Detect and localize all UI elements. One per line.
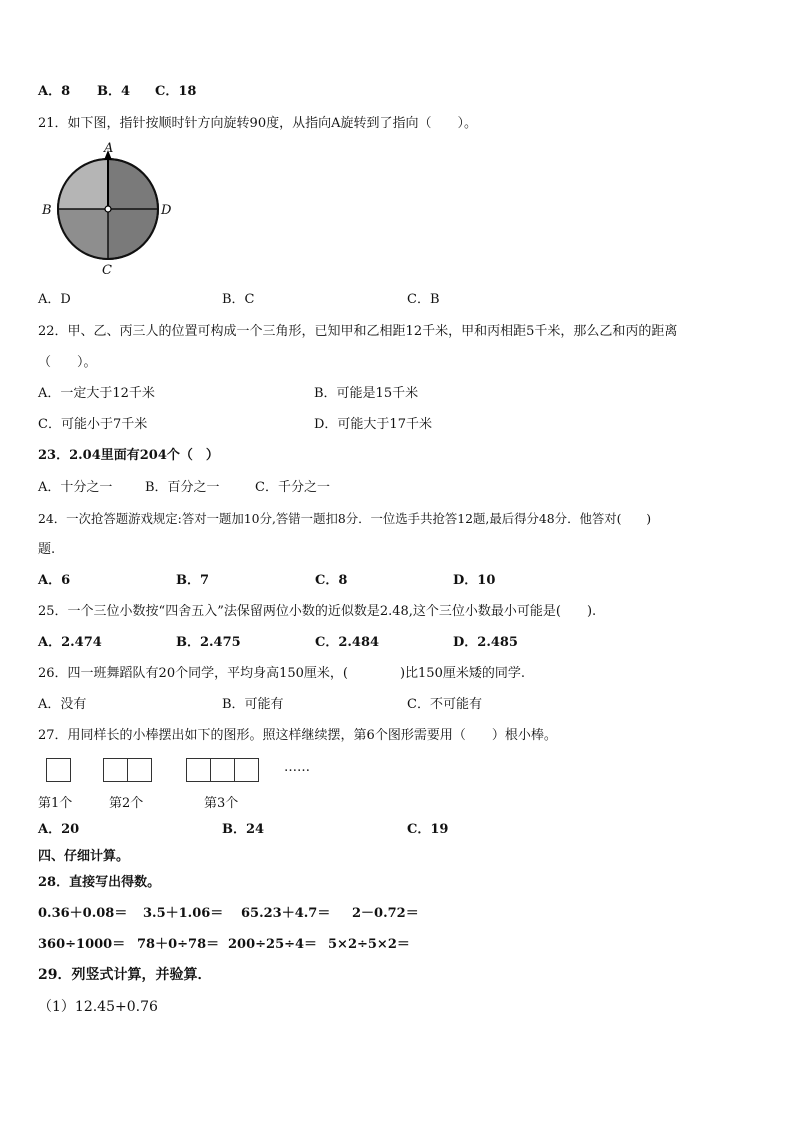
q24-option-c: C．8 [315, 573, 348, 588]
q28-item-2: 3.5＋1.06＝ [143, 906, 224, 921]
q24-stem: 24．一次抢答题游戏规定:答对一题加10分,答错一题扣8分．一位选手共抢答12题,最后得分48分．他答对( ) [38, 511, 652, 526]
q23-option-b: B．百分之一 [145, 480, 220, 495]
q25-option-b: B．2.475 [176, 635, 241, 650]
q28-item-8: 5×2÷5×2＝ [328, 937, 410, 952]
q25-stem: 25．一个三位小数按“四舍五入”法保留两位小数的近似数是2.48,这个三位小数最小可能是( ). [38, 604, 597, 619]
q23-option-c: C．千分之一 [255, 480, 330, 495]
q21-option-b: B．C [222, 292, 255, 307]
stick-figure-1 [46, 758, 71, 782]
q24-option-d: D．10 [453, 573, 496, 588]
section-4-title: 四、仔细计算。 [38, 849, 130, 864]
q24-option-b: B．7 [176, 573, 210, 588]
q28-item-3: 65.23＋4.7＝ [241, 906, 331, 921]
q28-stem: 28．直接写出得数。 [38, 875, 161, 890]
q28-item-4: 2－0.72＝ [352, 906, 419, 921]
dial-label-b: B [42, 203, 52, 218]
q27-option-b: B．24 [222, 822, 265, 837]
stick-figure-3 [186, 758, 259, 782]
q23-option-a: A．十分之一 [38, 480, 113, 495]
q26-option-c: C．不可能有 [407, 697, 482, 712]
q21-option-a: A．D [38, 292, 71, 307]
q27-stem: 27．用同样长的小棒摆出如下的图形。照这样继续摆，第6个图形需要用（ ）根小棒。 [38, 728, 557, 743]
dial-label-c: C [102, 263, 112, 278]
q20-option-b: B．4 [97, 84, 131, 99]
figure-label-1: 第1个 [38, 796, 73, 811]
q26-stem: 26．四一班舞蹈队有20个同学，平均身高150厘米，( )比150厘米矮的同学. [38, 666, 525, 681]
figure-label-3: 第3个 [204, 796, 239, 811]
q21-option-c: C．B [407, 292, 440, 307]
stick-figure-ellipsis: …… [284, 760, 310, 775]
q28-item-1: 0.36＋0.08＝ [38, 906, 128, 921]
q25-option-a: A．2.474 [38, 635, 102, 650]
q28-item-5: 360÷1000＝ [38, 937, 126, 952]
q20-option-a: A．8 [38, 84, 71, 99]
q25-option-d: D．2.485 [453, 635, 518, 650]
stick-figure-2 [103, 758, 152, 782]
dial-label-a: A [104, 141, 114, 156]
q24-option-a: A．6 [38, 573, 71, 588]
q21-stem: 21．如下图，指针按顺时针方向旋转90度，从指向A旋转到了指向（ ）。 [38, 116, 477, 131]
q27-option-c: C．19 [407, 822, 449, 837]
q29-sub1: （1）12.45+0.76 [38, 999, 158, 1015]
q26-option-b: B．可能有 [222, 697, 284, 712]
q22-option-d: D．可能大于17千米 [314, 417, 432, 432]
q28-item-7: 200÷25÷4＝ [228, 937, 318, 952]
q29-stem: 29．列竖式计算，并验算． [38, 967, 212, 983]
q22-option-c: C．可能小于7千米 [38, 417, 148, 432]
q22-stem-cont: （ ）。 [38, 355, 97, 370]
q20-option-c: C．18 [155, 84, 197, 99]
q28-item-6: 78＋0÷78＝ [137, 937, 220, 952]
q26-option-a: A．没有 [38, 697, 87, 712]
q27-option-a: A．20 [38, 822, 80, 837]
q22-option-a: A．一定大于12千米 [38, 386, 155, 401]
q24-stem-cont: 题. [38, 542, 56, 557]
q21-dial-figure [38, 140, 178, 280]
dial-label-d: D [161, 203, 172, 218]
q22-stem: 22．甲、乙、丙三人的位置可构成一个三角形，已知甲和乙相距12千米，甲和丙相距5千米，那么乙和丙的距离 [38, 324, 678, 339]
q25-option-c: C．2.484 [315, 635, 380, 650]
q22-option-b: B．可能是15千米 [314, 386, 419, 401]
q23-stem: 23．2.04里面有204个（ ） [38, 448, 219, 463]
figure-label-2: 第2个 [109, 796, 144, 811]
